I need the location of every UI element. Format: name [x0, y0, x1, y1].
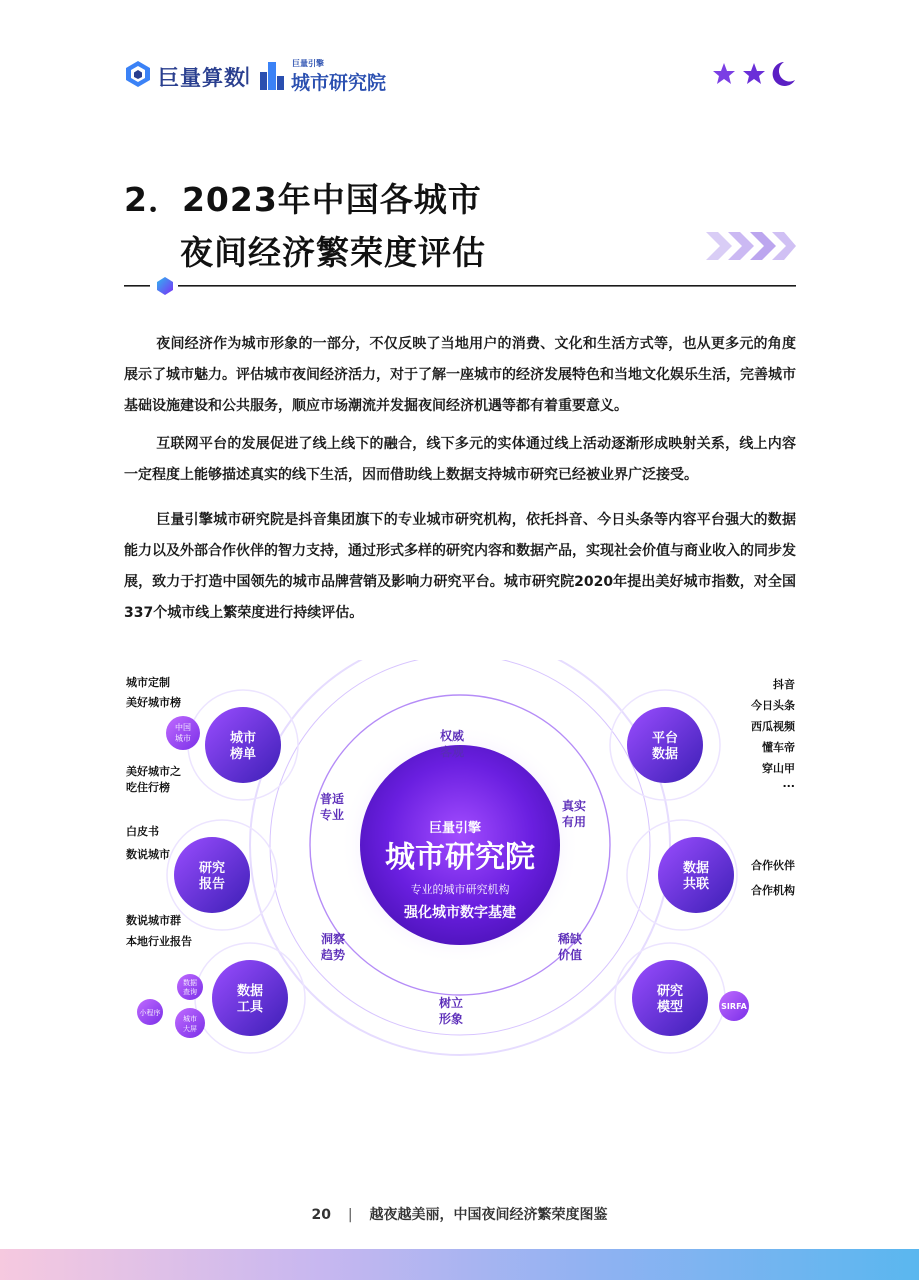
paragraph-2: 互联网平台的发展促进了线上线下的融合，线下多元的实体通过线上活动逐渐形成映射关系，线上内容一定程度上能够描述真实的线下生活，因而借助线上数据支持城市研究已经被业界广泛接受。 [124, 436, 796, 483]
logo-city-institute: 城市研究院 [291, 72, 387, 94]
svg-text:数据: 数据 [183, 979, 197, 987]
ring-label-real-2: 有用 [561, 815, 587, 829]
chevrons-icon [706, 230, 796, 262]
ring-label-insight-1: 洞察 [320, 932, 346, 946]
small-node-sirfa [719, 991, 749, 1021]
label-partners: 合作伙伴 [751, 859, 795, 872]
ring-label-authority-2: 客观 [439, 745, 465, 759]
ring-label-universal-1: 普适 [319, 792, 345, 806]
label-good-city-of: 美好城市之 [126, 765, 181, 778]
svg-text:城市: 城市 [183, 1015, 197, 1023]
logo-juliang-yinqing-small: 巨量引擎 [292, 59, 324, 68]
label-whitepaper: 白皮书 [126, 825, 159, 838]
juliang-suanshu-logo-icon [124, 60, 152, 88]
paragraph-1: 夜间经济作为城市形象的一部分，不仅反映了当地用户的消费、文化和生活方式等，也从更多元的角度展示了城市魅力。评估城市夜间经济活力，对于了解一座城市的经济发展特色和当地文化娱乐生活，完善城市基础设施建设和公共服务，顺应市场潮流并发掘夜间经济机遇等都有着重要意义。 [124, 336, 796, 414]
svg-text:研究: 研究 [656, 984, 684, 999]
logo-juliang-suanshu: 巨量算数 [158, 66, 246, 90]
section-title-line1: 2．2023年中国各城市 [124, 180, 482, 219]
svg-text:中国: 中国 [175, 723, 191, 732]
core-subtitle: 专业的城市研究机构 [410, 883, 510, 896]
page-number: 20 [311, 1207, 331, 1223]
svg-text:数据: 数据 [682, 861, 710, 876]
divider-gem-icon [155, 276, 175, 296]
node-research-report [174, 837, 250, 913]
svg-text:城市: 城市 [229, 731, 257, 746]
svg-text:平台: 平台 [651, 731, 679, 746]
label-ellipsis: ... [782, 777, 795, 790]
core-slogan: 强化城市数字基建 [404, 905, 516, 921]
svg-text:小程序: 小程序 [139, 1009, 161, 1017]
svg-text:研究: 研究 [198, 861, 226, 876]
svg-text:报告: 报告 [198, 877, 226, 892]
page-footer [0, 1204, 919, 1224]
label-xigua: 西瓜视频 [751, 720, 795, 733]
ring-label-scarce-2: 价值 [557, 948, 583, 962]
svg-text:数据: 数据 [236, 984, 264, 999]
title-divider [124, 284, 796, 287]
ring-label-real-1: 真实 [561, 799, 587, 813]
node-research-model [632, 960, 708, 1036]
label-city-custom: 城市定制 [126, 676, 170, 689]
report-name: 越夜越美丽，中国夜间经济繁荣度图鉴 [369, 1207, 608, 1223]
label-data-city: 数说城市 [126, 848, 170, 861]
label-partner-institutions: 合作机构 [751, 884, 795, 897]
ring-label-image-2: 形象 [438, 1012, 464, 1026]
label-chuanshanjia: 穿山甲 [762, 762, 795, 775]
stars-moon-icon [712, 60, 796, 90]
svg-text:模型: 模型 [656, 1000, 684, 1015]
svg-text:共联: 共联 [682, 877, 710, 892]
svg-text:SIRFA: SIRFA [721, 1002, 747, 1011]
ring-label-universal-2: 专业 [319, 808, 345, 822]
node-city-list [205, 707, 281, 783]
city-institute-logo-icon [258, 58, 286, 92]
ring-label-authority-1: 权威 [439, 729, 465, 743]
small-node-data-query [177, 974, 203, 1000]
node-data-tools [212, 960, 288, 1036]
label-local-industry-report: 本地行业报告 [126, 935, 192, 948]
svg-text:数据: 数据 [651, 747, 679, 762]
core-brand: 巨量引擎 [428, 821, 482, 836]
label-douyin: 抖音 [773, 678, 795, 691]
svg-text:大屏: 大屏 [183, 1025, 197, 1033]
svg-text:城市: 城市 [175, 734, 191, 743]
section-title-line2: 夜间经济繁荣度评估 [180, 233, 486, 272]
node-platform-data [627, 707, 703, 783]
label-good-city-rank: 美好城市榜 [126, 696, 181, 709]
small-node-china-city [166, 716, 200, 750]
label-food-living-rank: 吃住行榜 [126, 781, 170, 794]
node-data-alliance [658, 837, 734, 913]
svg-text:工具: 工具 [236, 1000, 264, 1015]
label-data-city-group: 数说城市群 [126, 914, 181, 927]
small-node-mini-program [137, 999, 163, 1025]
footer-separator: | [347, 1207, 353, 1223]
paragraph-3: 巨量引擎城市研究院是抖音集团旗下的专业城市研究机构，依托抖音、今日头条等内容平台强大的数据能力以及外部合作伙伴的智力支持，通过形式多样的研究内容和数据产品，实现社会价值与商业收入的同步发展，致力于打造中国领先的城市品牌营销及影响力研究平台。城市研究院2020年提出美好城市指数，对全国337个城市线上繁荣度进行持续评估。 [124, 512, 796, 621]
ring-label-insight-2: 趋势 [320, 948, 346, 962]
ring-label-image-1: 树立 [438, 996, 464, 1010]
svg-text:查询: 查询 [183, 988, 197, 996]
footer-gradient-bar [0, 1249, 919, 1280]
institute-diagram [110, 660, 810, 1080]
ring-label-scarce-1: 稀缺 [557, 932, 583, 946]
core-name: 城市研究院 [385, 840, 535, 875]
label-toutiao: 今日头条 [751, 699, 795, 712]
svg-text:榜单: 榜单 [229, 747, 257, 762]
logo-separator: | [244, 64, 251, 85]
label-dongchedi: 懂车帝 [762, 741, 795, 754]
small-node-city-screen [175, 1008, 205, 1038]
